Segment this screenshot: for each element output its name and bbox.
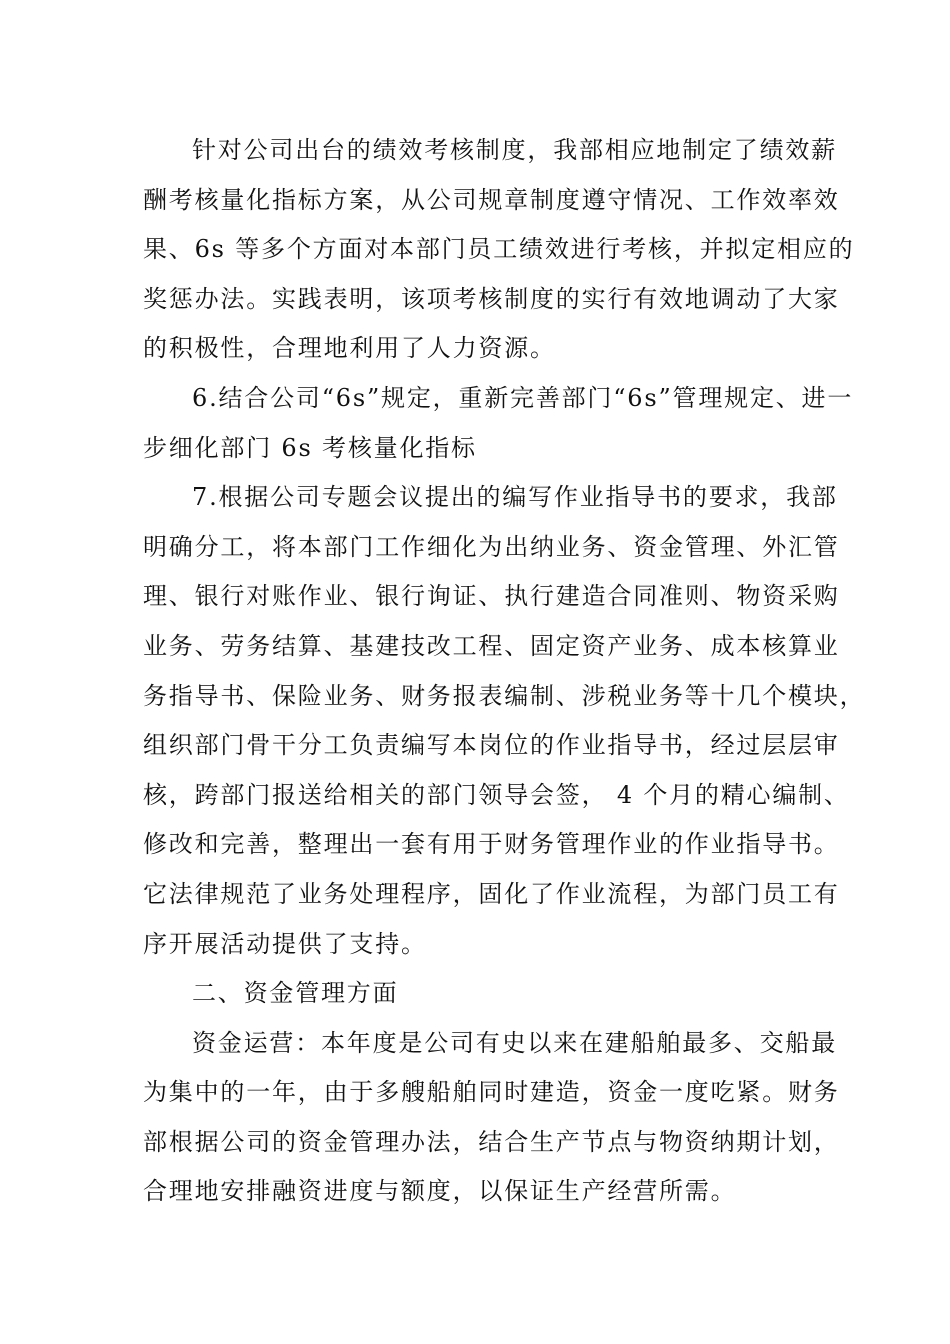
text-line: 部根据公司的资金管理办法，结合生产节点与物资纳期计划， (143, 1127, 840, 1156)
document-body (143, 126, 866, 1217)
text-line: 6.结合公司“6s”规定，重新完善部门“6s”管理规定、进一 (192, 383, 854, 412)
text-line: 明确分工，将本部门工作细化为出纳业务、资金管理、外汇管 (143, 532, 840, 561)
paragraph-item-7 (143, 473, 866, 969)
text-line: 务指导书、保险业务、财务报表编制、涉税业务等十几个模块， (143, 681, 866, 710)
text-line: 资金运营：本年度是公司有史以来在建船舶最多、交船最 (192, 1028, 837, 1057)
text-line: 序开展活动提供了支持。 (143, 929, 427, 958)
text-line: 合理地安排融资进度与额度，以保证生产经营所需。 (143, 1177, 737, 1206)
text-line: 修改和完善，整理出一套有用于财务管理作业的作业指导书。 (143, 830, 840, 859)
paragraph-performance-appraisal (143, 126, 855, 374)
text-line: 步细化部门 6s 考核量化指标 (143, 433, 477, 462)
paragraph-item-6 (143, 374, 854, 473)
section-heading: 二、资金管理方面 (192, 979, 399, 1008)
text-line: 它法律规范了业务处理程序，固化了作业流程，为部门员工有 (143, 879, 840, 908)
text-line: 果、6s 等多个方面对本部门员工绩效进行考核，并拟定相应的 (143, 235, 855, 264)
text-line: 酬考核量化指标方案，从公司规章制度遵守情况、工作效率效 (143, 185, 840, 214)
text-line: 针对公司出台的绩效考核制度，我部相应地制定了绩效薪 (192, 136, 837, 164)
text-line: 理、银行对账作业、银行询证、执行建造合同准则、物资采购 (143, 582, 840, 611)
text-line: 为集中的一年，由于多艘船舶同时建造，资金一度吃紧。财务 (143, 1078, 840, 1107)
text-line: 业务、劳务结算、基建技改工程、固定资产业务、成本核算业 (143, 631, 840, 660)
text-line: 组织部门骨干分工负责编写本岗位的作业指导书，经过层层审 (143, 731, 840, 760)
paragraph-fund-operation (143, 1019, 840, 1217)
text-line: 的积极性，合理地利用了人力资源。 (143, 334, 556, 363)
text-line: 奖惩办法。实践表明，该项考核制度的实行有效地调动了大家 (143, 284, 840, 313)
text-line: 7.根据公司专题会议提出的编写作业指导书的要求，我部 (192, 483, 838, 512)
section-heading-fund-management (143, 969, 823, 1019)
text-line: 核，跨部门报送给相关的部门领导会签， 4 个月的精心编制、 (143, 780, 850, 809)
